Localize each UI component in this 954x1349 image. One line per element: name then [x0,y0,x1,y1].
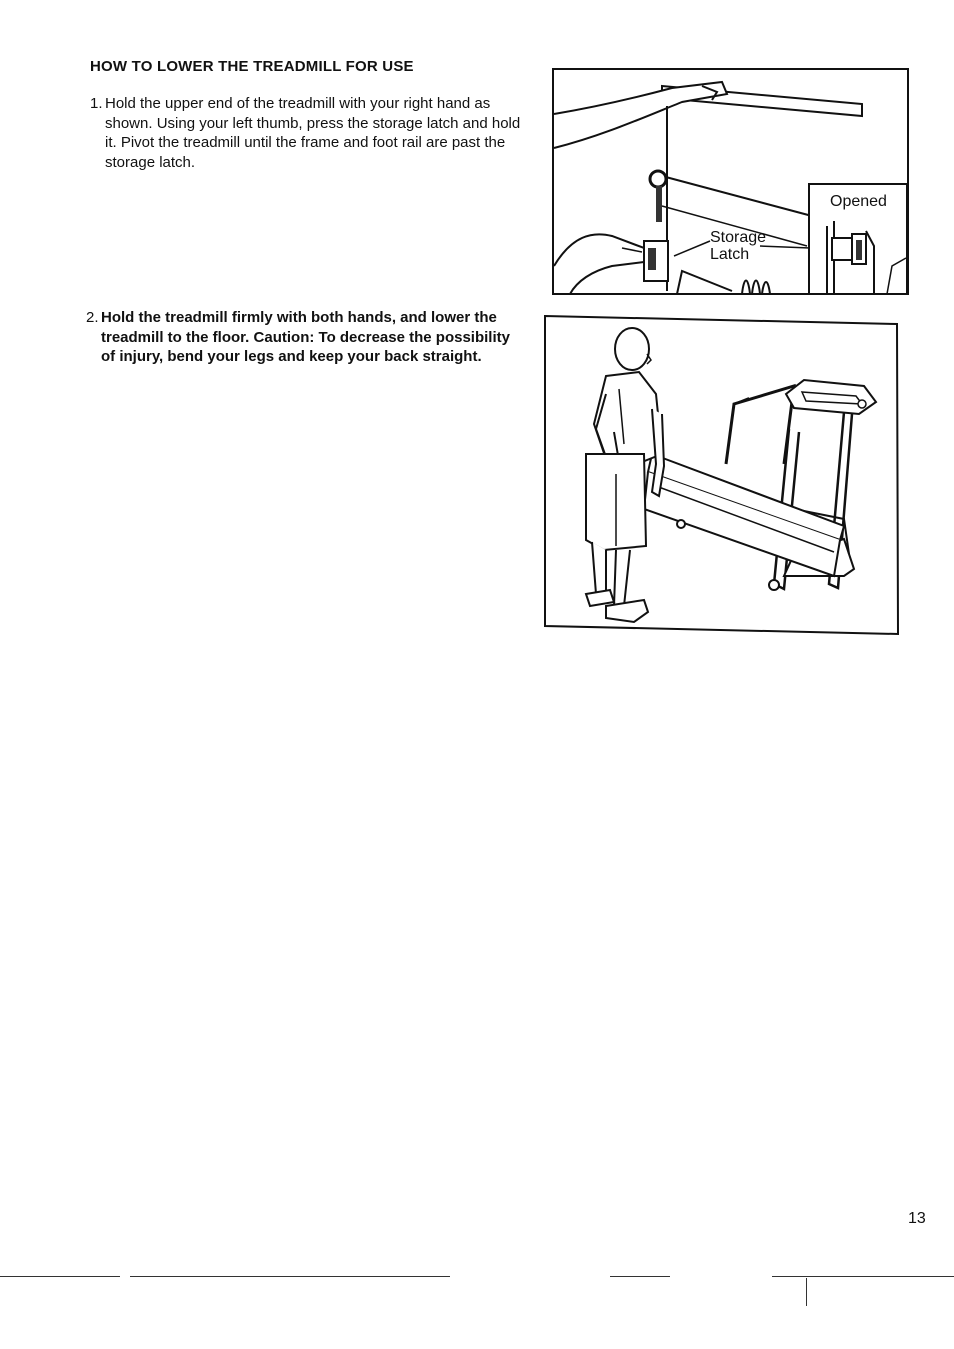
callout-storage-label: Storage [710,229,767,246]
storage-latch-illustration [552,66,910,296]
lowering-treadmill-drawing [544,314,904,638]
step-2 [86,308,526,367]
caution-text: Caution: To decrease the possibility of injury, bend your legs and keep your back straight. [101,328,510,365]
lowering-treadmill-illustration [544,314,904,638]
footer-rule-right [772,1276,954,1277]
step-1 [90,94,530,172]
footer-rule-center [130,1276,450,1277]
footer-rule-mid [610,1276,670,1277]
crop-mark [806,1278,807,1306]
step-1-text: Hold the upper end of the treadmill with your right hand as shown. Using your left thumb, press the storage latch and hold it. Pivot the treadmill until the frame and foot rail are past the storage latch. [105,95,521,171]
inset-opened-label: Opened [830,193,887,210]
step-2-text: Hold the treadmill firmly with both hands, and lower the treadmill to the floor. [101,309,497,346]
callout-latch-label: Latch [710,246,750,263]
step-2-number: 2. [86,309,99,326]
storage-latch-drawing [552,66,910,296]
step-2-body [86,308,526,367]
section-heading: HOW TO LOWER THE TREADMILL FOR USE [90,58,414,75]
step-1-number: 1. [90,95,103,112]
page-number: 13 [908,1210,926,1227]
footer-rule-left [0,1276,120,1277]
